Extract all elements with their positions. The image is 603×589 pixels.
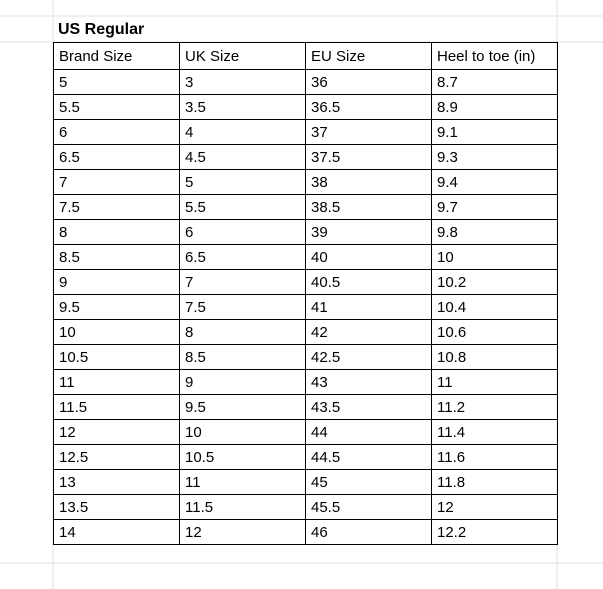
header-row	[54, 43, 558, 70]
column-header-heel-to-toe[interactable]: Heel to toe (in)	[432, 43, 558, 70]
cell-brand-size[interactable]: 6.5	[54, 145, 180, 170]
cell-eu-size[interactable]: 45	[306, 470, 432, 495]
cell-uk-size[interactable]: 11	[180, 470, 306, 495]
cell-heel-to-toe[interactable]: 10.8	[432, 345, 558, 370]
cell-brand-size[interactable]: 14	[54, 520, 180, 545]
cell-eu-size[interactable]: 44	[306, 420, 432, 445]
table-row	[54, 195, 558, 220]
table-body	[54, 70, 558, 545]
table-row	[54, 120, 558, 145]
cell-heel-to-toe[interactable]: 9.7	[432, 195, 558, 220]
table-row	[54, 420, 558, 445]
cell-brand-size[interactable]: 8.5	[54, 245, 180, 270]
cell-uk-size[interactable]: 7.5	[180, 295, 306, 320]
cell-eu-size[interactable]: 37.5	[306, 145, 432, 170]
table-row	[54, 345, 558, 370]
cell-heel-to-toe[interactable]: 10.6	[432, 320, 558, 345]
cell-brand-size[interactable]: 9	[54, 270, 180, 295]
cell-uk-size[interactable]: 5	[180, 170, 306, 195]
column-header-uk-size[interactable]: UK Size	[180, 43, 306, 70]
cell-eu-size[interactable]: 42	[306, 320, 432, 345]
cell-uk-size[interactable]: 4	[180, 120, 306, 145]
cell-eu-size[interactable]: 41	[306, 295, 432, 320]
cell-heel-to-toe[interactable]: 12.2	[432, 520, 558, 545]
cell-heel-to-toe[interactable]: 10	[432, 245, 558, 270]
table-row	[54, 495, 558, 520]
cell-brand-size[interactable]: 7.5	[54, 195, 180, 220]
cell-eu-size[interactable]: 36	[306, 70, 432, 95]
cell-heel-to-toe[interactable]: 11.2	[432, 395, 558, 420]
cell-uk-size[interactable]: 8.5	[180, 345, 306, 370]
cell-brand-size[interactable]: 9.5	[54, 295, 180, 320]
cell-uk-size[interactable]: 3.5	[180, 95, 306, 120]
cell-heel-to-toe[interactable]: 8.7	[432, 70, 558, 95]
cell-brand-size[interactable]: 11	[54, 370, 180, 395]
cell-heel-to-toe[interactable]: 9.3	[432, 145, 558, 170]
cell-brand-size[interactable]: 11.5	[54, 395, 180, 420]
cell-uk-size[interactable]: 4.5	[180, 145, 306, 170]
cell-heel-to-toe[interactable]: 11	[432, 370, 558, 395]
cell-heel-to-toe[interactable]: 12	[432, 495, 558, 520]
cell-uk-size[interactable]: 8	[180, 320, 306, 345]
cell-brand-size[interactable]: 10	[54, 320, 180, 345]
cell-uk-size[interactable]: 10.5	[180, 445, 306, 470]
table-row	[54, 520, 558, 545]
cell-heel-to-toe[interactable]: 10.2	[432, 270, 558, 295]
cell-eu-size[interactable]: 43.5	[306, 395, 432, 420]
table-row	[54, 470, 558, 495]
cell-heel-to-toe[interactable]: 9.4	[432, 170, 558, 195]
cell-eu-size[interactable]: 40.5	[306, 270, 432, 295]
cell-uk-size[interactable]: 5.5	[180, 195, 306, 220]
cell-uk-size[interactable]: 11.5	[180, 495, 306, 520]
table-row	[54, 220, 558, 245]
cell-heel-to-toe[interactable]: 8.9	[432, 95, 558, 120]
cell-brand-size[interactable]: 12.5	[54, 445, 180, 470]
cell-eu-size[interactable]: 38.5	[306, 195, 432, 220]
cell-uk-size[interactable]: 3	[180, 70, 306, 95]
cell-eu-size[interactable]: 37	[306, 120, 432, 145]
cell-eu-size[interactable]: 40	[306, 245, 432, 270]
cell-brand-size[interactable]: 6	[54, 120, 180, 145]
cell-brand-size[interactable]: 10.5	[54, 345, 180, 370]
table-row	[54, 245, 558, 270]
table-row	[54, 270, 558, 295]
table-row	[54, 445, 558, 470]
cell-uk-size[interactable]: 9.5	[180, 395, 306, 420]
cell-heel-to-toe[interactable]: 11.8	[432, 470, 558, 495]
table-row	[54, 145, 558, 170]
table-row	[54, 70, 558, 95]
cell-eu-size[interactable]: 44.5	[306, 445, 432, 470]
cell-uk-size[interactable]: 10	[180, 420, 306, 445]
cell-eu-size[interactable]: 38	[306, 170, 432, 195]
cell-brand-size[interactable]: 5.5	[54, 95, 180, 120]
cell-heel-to-toe[interactable]: 9.1	[432, 120, 558, 145]
table-row	[54, 170, 558, 195]
cell-heel-to-toe[interactable]: 11.6	[432, 445, 558, 470]
cell-uk-size[interactable]: 7	[180, 270, 306, 295]
table-row	[54, 295, 558, 320]
size-chart-table	[53, 42, 558, 545]
cell-eu-size[interactable]: 39	[306, 220, 432, 245]
cell-eu-size[interactable]: 46	[306, 520, 432, 545]
cell-brand-size[interactable]: 13.5	[54, 495, 180, 520]
cell-uk-size[interactable]: 9	[180, 370, 306, 395]
cell-eu-size[interactable]: 45.5	[306, 495, 432, 520]
table-row	[54, 370, 558, 395]
cell-brand-size[interactable]: 8	[54, 220, 180, 245]
cell-brand-size[interactable]: 7	[54, 170, 180, 195]
cell-heel-to-toe[interactable]: 9.8	[432, 220, 558, 245]
table-row	[54, 95, 558, 120]
cell-heel-to-toe[interactable]: 11.4	[432, 420, 558, 445]
cell-uk-size[interactable]: 6	[180, 220, 306, 245]
cell-eu-size[interactable]: 43	[306, 370, 432, 395]
cell-uk-size[interactable]: 6.5	[180, 245, 306, 270]
cell-heel-to-toe[interactable]: 10.4	[432, 295, 558, 320]
cell-brand-size[interactable]: 5	[54, 70, 180, 95]
cell-brand-size[interactable]: 13	[54, 470, 180, 495]
column-header-brand-size[interactable]: Brand Size	[54, 43, 180, 70]
sheet-title: US Regular	[58, 21, 145, 38]
cell-uk-size[interactable]: 12	[180, 520, 306, 545]
table-row	[54, 395, 558, 420]
cell-brand-size[interactable]: 12	[54, 420, 180, 445]
cell-eu-size[interactable]: 42.5	[306, 345, 432, 370]
column-header-eu-size[interactable]: EU Size	[306, 43, 432, 70]
table-row	[54, 320, 558, 345]
cell-eu-size[interactable]: 36.5	[306, 95, 432, 120]
